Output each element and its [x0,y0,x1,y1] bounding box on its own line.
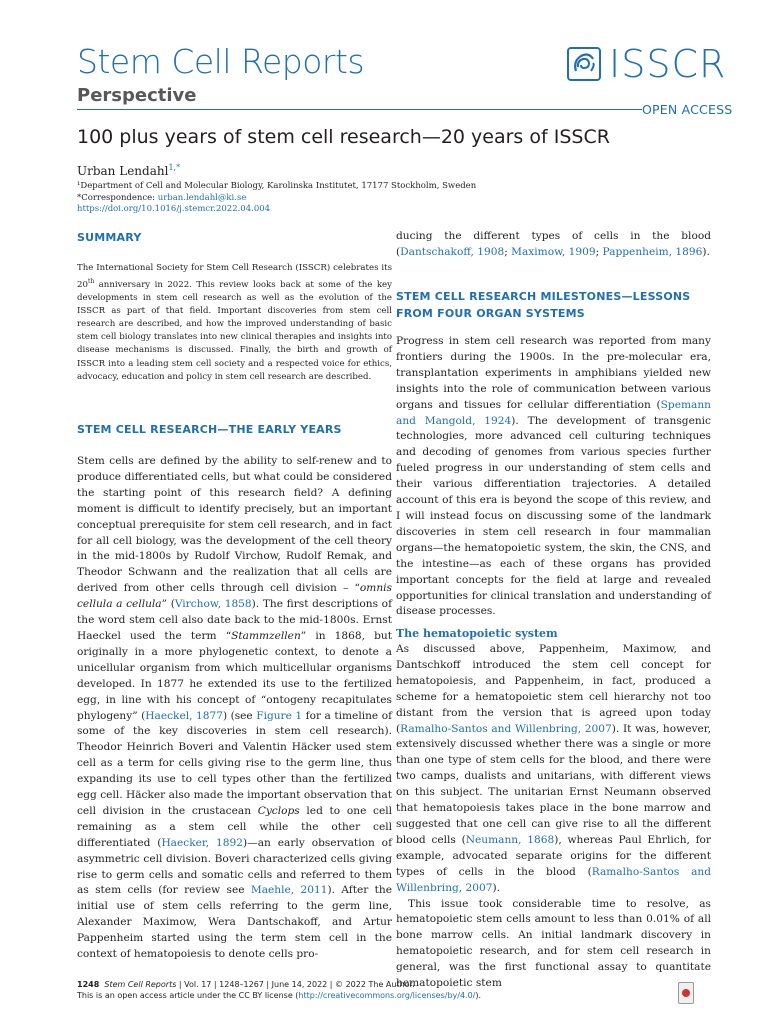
text-run: As discussed above, Pappenheim, Maximow, and Dantschkoff introduced the stem cell concept for hematopoiesis, and Pappenheim, in fact, produced a scheme for a hematopoietic stem cell hierarchy not too distant from the version that is agreed upon today ( [396,643,711,735]
text-run: ; [504,245,512,258]
italic-run: omnis cellula a cellula [77,582,392,611]
footer-citation: | Vol. 17 | 1248–1267 | June 14, 2022 | © 2022 The Author. [176,980,415,989]
text-run: for a timeline of some of the key discoveries in stem cell research). Theodor Heinrich Boveri and Valentin Häcker used stem cell as a term for cells giving rise to the germ line, thus expanding its use to cell types other than the fertilized egg cell. Häcker also made the important observation that cell division in the crustacean [77,709,392,817]
text-run: ). It was, however, extensively discussed whether there was a single or more than one type of stem cells for the blood, and there were two camps, dualists and unitarians, with different views on this subject. The unitarian Ernst Neumann observed that hematopoiesis takes place in the bone marrow and suggested that one cell can give rise to all the different blood cells ( [396,722,711,846]
text-run: ). [492,881,501,894]
hematopoietic-paragraph-2: This issue took considerable time to resolve, as hematopoietic stem cells amount to less than 0.01% of all bone marrow cells. An initial landmark discovery in hematopoietic research, and for stem cell research in general, was the first functional assay to quantitate hematopoietic stem [396,897,711,990]
journal-title: Stem Cell Reports [77,42,365,81]
early-years-paragraph [77,454,392,963]
citation-link[interactable]: Ramalho-Santos and Willenbring, 2007 [396,865,711,894]
text-run: ” in 1868, but originally in a more phylogenetic context, to denote a unicellular organism from which multicellular organisms developed. In 1877 he extended its use to the fertilized egg, in line with his concept of “ontogeny recapitulates phylogeny” ( [77,629,393,722]
open-access-label: OPEN ACCESS [642,102,733,117]
footer-journal: Stem Cell Reports [104,980,177,989]
affiliation: ¹Department of Cell and Molecular Biology, Karolinska Institutet, 17177 Stockholm, Sweden [77,181,477,191]
isscr-logo[interactable] [567,43,737,85]
early-years-body [77,454,392,963]
italic-run: Cyclops [257,804,300,817]
author-name: Urban Lendahl [77,164,169,178]
milestones-heading: STEM CELL RESEARCH MILESTONES—LESSONS FROM FOUR ORGAN SYSTEMS [396,290,691,320]
citation-link[interactable]: Spemann and Mangold, 1924 [396,398,711,427]
summary-text-b: anniversary in 2022. This review looks back at some of the key developments in stem cell research as well as the evolution of the ISSCR as part of that field. Important discoveries from stem cell research are described, and how the improved understanding of basic stem cell biology translates into new clinical therapies and insights into disease mechanisms is discussed. Finally, the birth and growth of ISSCR into a leading stem cell society and a respected voice for ethics, advocacy, education and policy in stem cell research are described. [77,279,392,382]
text-run: ). After the initial use of stem cells referring to the germ line, Alexander Maximow, Wera Dantschakoff, and Artur Pappenheim started using the term stem cell in the context of hematopoiesis to denote cells pro- [77,884,392,961]
summary-text-a: The International Society for Stem Cell Research (ISSCR) celebrates its 20 [77,263,392,290]
early-years-heading: STEM CELL RESEARCH—THE EARLY YEARS [77,423,342,436]
text-run: ). The development of transgenic technologies, more advanced cell culturing techniques and decoding of genomes from various species further fueled progress in our understanding of stem cells and their various differentiation trajectories. A detailed account of this era is beyond the scope of this review, and I will instead focus on discussing some of the landmark discoveries in stem cell research in four mammalian organs—the hematopoietic system, the skin, the CNS, and the intestine—as each of these organs has provided important concepts for the field at large and revealed opportunities for clinical translation and understanding of disease processes. [396,414,711,618]
text-run: )—an early observation of asymmetric cell division. Boveri characterized cells giving rise to germ cells and somatic cells and referred to them as stem cells (for review see [77,836,392,897]
milestones-body [396,334,711,620]
isscr-emblem-icon [567,47,601,81]
license-text-end: ). [475,990,482,1000]
license-link[interactable]: http://creativecommons.org/licenses/by/4.0/ [298,990,476,1000]
summary-sup: th [87,278,95,286]
summary-text [77,262,392,384]
citation-link[interactable]: Maximow, 1909 [511,245,596,258]
text-run: Stem cells are defined by the ability to self-renew and to produce differentiated cells, but what could be considered the starting point of this research field? A defining moment is difficult to identify precisely, but an important conceptual prerequisite for stem cell research, and in fact for all cell biology, was the development of the cell theory in the mid-1800s by Rudolf Virchow, Rudolf Remak, and Theodor Schwann and the realization that all cells are derived from other cells through cell division – “ [77,455,392,595]
text-run: ” ( [161,598,175,611]
citation-link[interactable]: Haeckel, 1877 [145,709,223,722]
text-run: ). The first descriptions of the word stem cell also date back to the mid-1800s. Ernst Haeckel used the term “ [77,598,392,642]
text-run: ; [595,245,603,258]
figure-link[interactable]: Figure 1 [256,709,303,722]
citation-link[interactable]: Neumann, 1868 [465,833,555,846]
text-run: ), whereas Paul Ehrlich, for example, advocated separate origins for the different types of cells in the blood ( [396,833,711,878]
header-rule [77,109,642,110]
crossmark-icon[interactable] [678,982,694,1004]
citation-link[interactable]: Dantschakoff, 1908 [400,245,505,258]
hematopoietic-body [396,642,711,992]
page-number: 1248 [77,980,100,989]
author-line [77,163,180,178]
correspondence-label: *Correspondence: [77,193,158,203]
text-run: ). [702,245,710,258]
citation-link[interactable]: Pappenheim, 1896 [602,245,703,258]
text-run: ducing the different types of cells in the blood ( [396,230,711,258]
citation-link[interactable]: Maehle, 2011 [250,884,328,897]
text-run: led to one cell remaining as a stem cell while the other cell differentiated ( [77,804,392,849]
correspondence [77,193,246,204]
page-footer [77,980,481,1001]
article-title: 100 plus years of stem cell research—20 years of ISSCR [77,126,610,148]
hematopoietic-heading: The hematopoietic system [396,627,558,640]
text-run: Progress in stem cell research was reported from many frontiers during the 1900s. In the pre-molecular era, transplantation experiments in amphibians yielded new insights into the role of communication between various organs and tissues for cellular differentiation ( [396,335,711,411]
article-type: Perspective [77,85,197,106]
logo-text: ISSCR [609,42,727,86]
correspondence-email-link[interactable]: urban.lendahl@ki.se [157,193,247,203]
continued-paragraph [396,229,711,261]
summary-heading: SUMMARY [77,231,142,244]
text-run: ) (see [222,709,257,722]
citation-link[interactable]: Haecker, 1892 [161,836,244,849]
citation-link[interactable]: Ramalho-Santos and Willenbring, 2007 [400,722,612,735]
citation-link[interactable]: Virchow, 1858 [174,598,252,611]
italic-run: Stammzellen [231,629,301,642]
license-text: This is an open access article under the CC BY license ( [77,990,299,1000]
author-superscript: 1,* [168,163,181,172]
doi-link[interactable]: https://doi.org/10.1016/j.stemcr.2022.04.004 [77,204,271,214]
